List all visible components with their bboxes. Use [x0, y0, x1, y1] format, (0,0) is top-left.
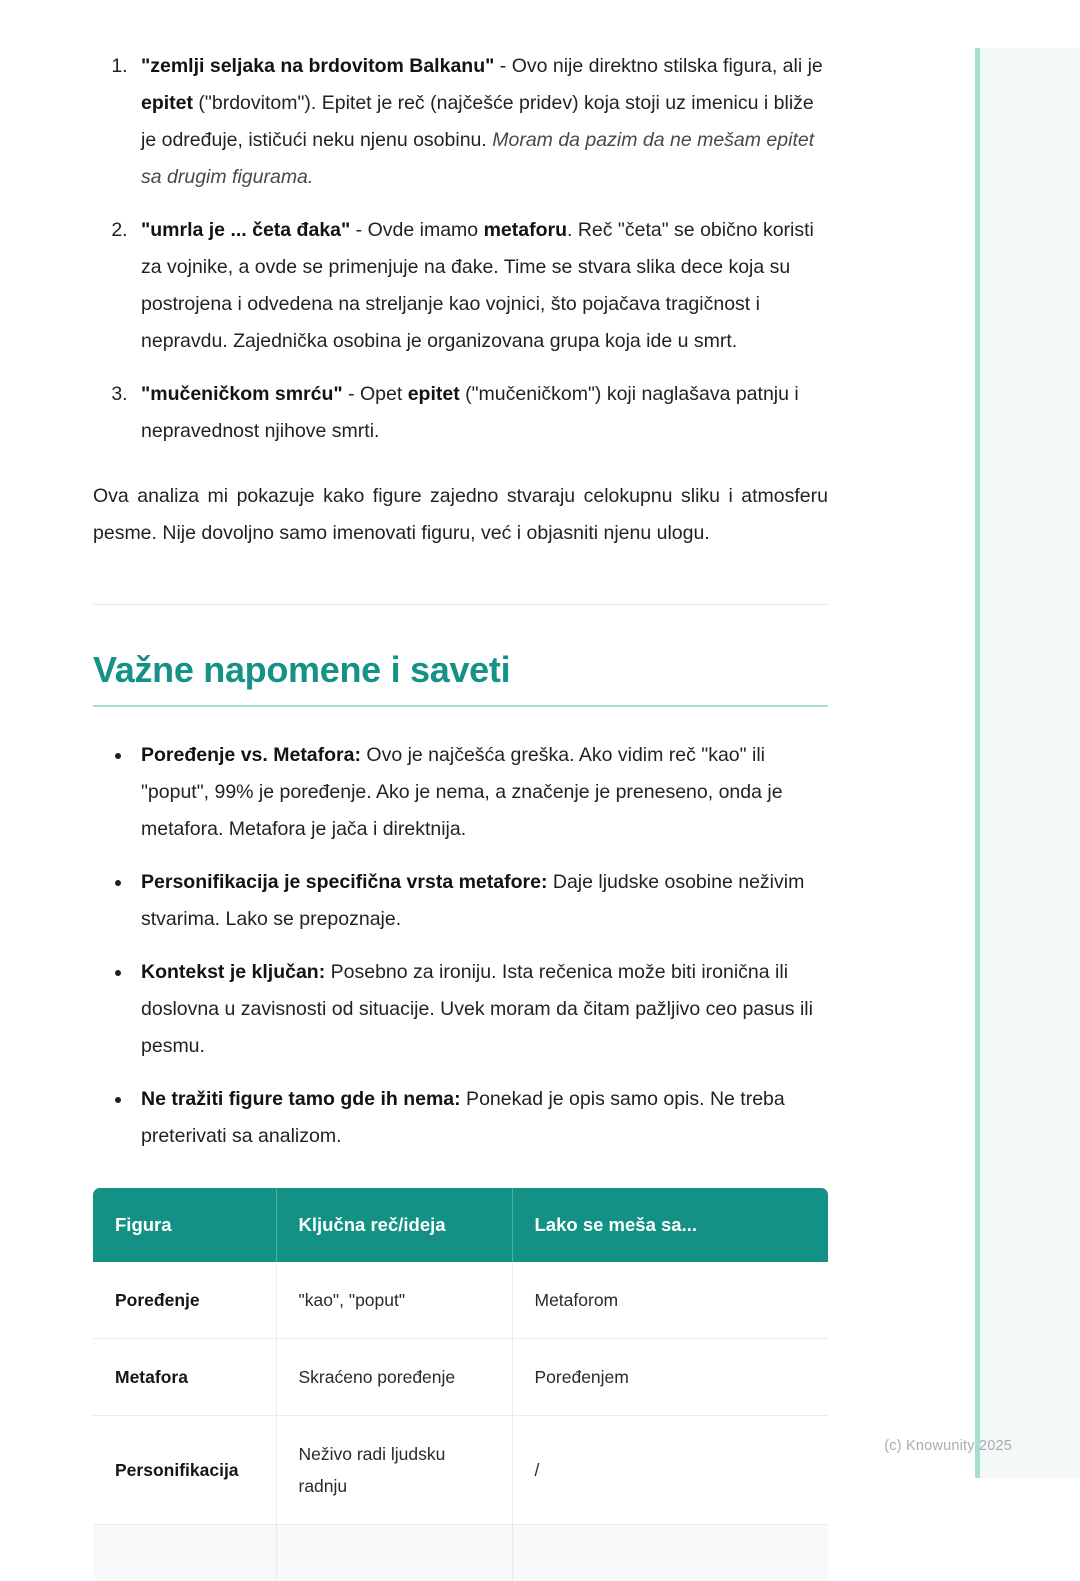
- column-header-mesa-sa: Lako se meša sa...: [512, 1188, 828, 1262]
- list-item-dash: -: [494, 55, 511, 77]
- cell-figura: Poređenje: [93, 1262, 276, 1339]
- cell-kljucna-rec: Neživo radi ljudsku radnju: [276, 1416, 512, 1525]
- list-item-note: Moram da pazim da ne mešam epitet sa drugim figurama.: [141, 129, 814, 188]
- section-divider: [93, 604, 828, 605]
- table-body: [93, 1262, 828, 1581]
- list-item-quote: "umrla je ... četa đaka": [141, 219, 350, 241]
- list-item: [133, 864, 828, 938]
- tip-text: Daje ljudske osobine neživim stvarima. Lako se prepoznaje.: [141, 871, 804, 930]
- document-content: [93, 0, 828, 1581]
- tip-label: Poređenje vs. Metafora:: [141, 744, 361, 766]
- list-item-term: epitet: [141, 92, 193, 114]
- list-item-text-b: . Reč "četa" se obično koristi za vojnike, a ovde se primenjuje na đake. Time se stvara slika dece koja su postrojena i odvedena na streljanje kao vojnici, što pojačava tragičnost i nepravdu. Zajednička osobina je organizovana grupa koja ide u smrt.: [141, 219, 814, 352]
- column-header-kljucna-rec: Ključna reč/ideja: [276, 1188, 512, 1262]
- list-item-text-a: Ovde imamo: [368, 219, 484, 241]
- column-header-figura: Figura: [93, 1188, 276, 1262]
- list-item: [133, 1081, 828, 1155]
- cell-kljucna-rec: "kao", "poput": [276, 1262, 512, 1339]
- cell-kljucna-rec: [276, 1525, 512, 1581]
- list-item-text-a: Opet: [360, 383, 408, 405]
- list-item-text-b: ("brdovitom"). Epitet je reč (najčešće pridev) koja stoji uz imenicu i bliže je određuje, ističući neku njenu osobinu.: [141, 92, 814, 151]
- figure-analysis-list: [93, 48, 828, 450]
- right-edge-strip: [975, 48, 1080, 1478]
- list-item-term: metaforu: [484, 219, 567, 241]
- list-item-dash: -: [343, 383, 360, 405]
- tip-text: Posebno za ironiju. Ista rečenica može biti ironična ili doslovna u zavisnosti od situacije. Uvek moram da čitam pažljivo ceo pasus ili pesmu.: [141, 961, 813, 1057]
- tip-text: Ponekad je opis samo opis. Ne treba preterivati sa analizom.: [141, 1088, 785, 1147]
- cell-figura: Personifikacija: [93, 1416, 276, 1525]
- tip-label: Ne tražiti figure tamo gde ih nema:: [141, 1088, 461, 1110]
- tip-text: Ovo je najčešća greška. Ako vidim reč "kao" ili "poput", 99% je poređenje. Ako je nema, a značenje je preneseno, onda je metafora. Metafora je jača i direktnija.: [141, 744, 783, 840]
- figures-comparison-table: [93, 1188, 828, 1581]
- watermark: (c) Knowunity 2025: [884, 1438, 1012, 1454]
- list-item: [133, 48, 828, 196]
- list-item-quote: "zemlji seljaka na brdovitom Balkanu": [141, 55, 494, 77]
- cell-mesa-sa: Metaforom: [512, 1262, 828, 1339]
- table-head: [93, 1188, 828, 1262]
- table-row: [93, 1262, 828, 1339]
- tip-label: Personifikacija je specifična vrsta metafore:: [141, 871, 547, 893]
- list-item: [133, 954, 828, 1065]
- cell-mesa-sa: Poređenjem: [512, 1339, 828, 1416]
- table-row: [93, 1525, 828, 1581]
- table-header-row: [93, 1188, 828, 1262]
- cell-figura: Metafora: [93, 1339, 276, 1416]
- list-item-text-b: ("mučeničkom") koji naglašava patnju i nepravednost njihove smrti.: [141, 383, 799, 442]
- cell-mesa-sa: /: [512, 1416, 828, 1525]
- list-item-dash: -: [350, 219, 367, 241]
- table-row: [93, 1339, 828, 1416]
- cell-figura: [93, 1525, 276, 1581]
- list-item-text-a: Ovo nije direktno stilska figura, ali je: [512, 55, 823, 77]
- cell-mesa-sa: [512, 1525, 828, 1581]
- table-row: [93, 1416, 828, 1525]
- tip-label: Kontekst je ključan:: [141, 961, 325, 983]
- list-item: [133, 376, 828, 450]
- cell-kljucna-rec: Skraćeno poređenje: [276, 1339, 512, 1416]
- tips-list: [93, 737, 828, 1155]
- page-title: Važne napomene i saveti: [93, 649, 828, 707]
- list-item: [133, 212, 828, 360]
- list-item-quote: "mučeničkom smrću": [141, 383, 343, 405]
- list-item-term: epitet: [408, 383, 460, 405]
- list-item: [133, 737, 828, 848]
- summary-paragraph: Ova analiza mi pokazuje kako figure zajedno stvaraju celokupnu sliku i atmosferu pesme. Nije dovoljno samo imenovati figuru, već i objasniti njenu ulogu.: [93, 478, 828, 552]
